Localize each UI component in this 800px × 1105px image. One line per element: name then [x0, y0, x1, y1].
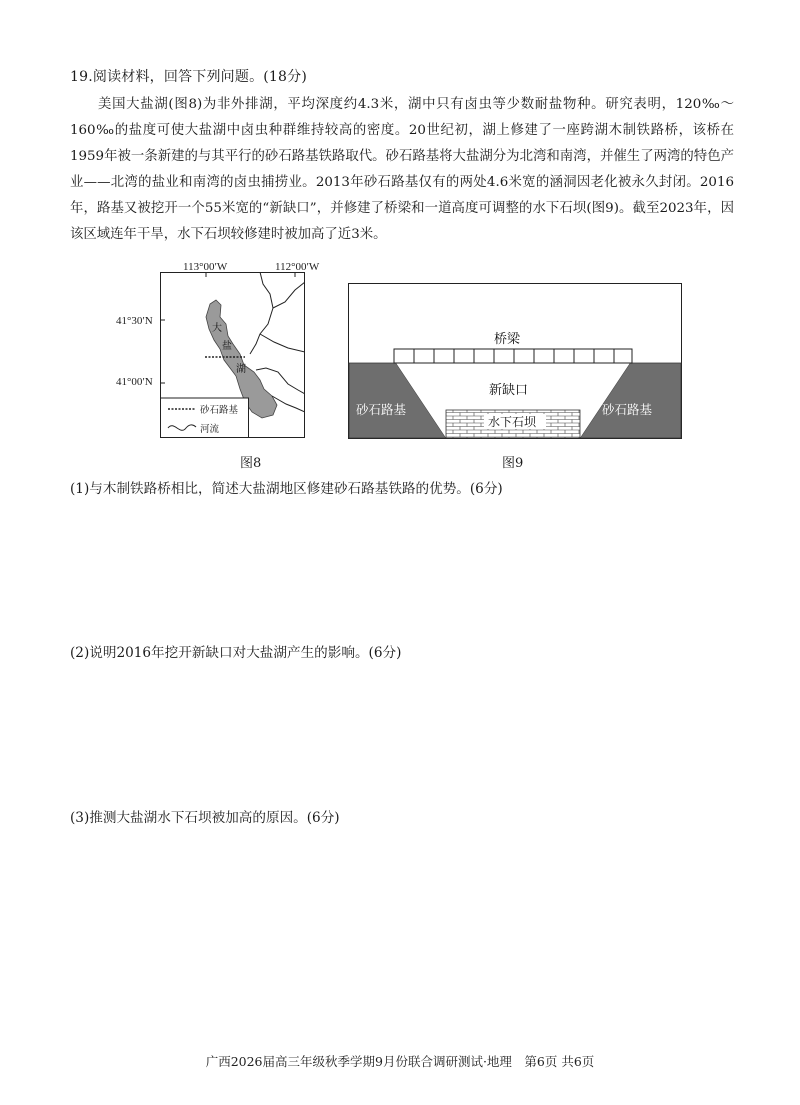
bridge-deck: [394, 349, 632, 363]
figure8-map: [160, 272, 305, 438]
question-title: 19.阅读材料，回答下列问题。(18分): [70, 69, 308, 85]
section-svg: [348, 283, 682, 439]
map-svg: [160, 272, 305, 438]
figure9-caption: 图9: [502, 456, 524, 471]
lake-label-1: 大: [212, 323, 222, 334]
subquestion-2: (2)说明2016年挖开新缺口对大盐湖产生的影响。(6分): [70, 645, 402, 661]
lat-label-bottom: 41°00′N: [116, 376, 153, 388]
left-embankment-label: 砂石路基: [356, 402, 407, 417]
figure9-diagram: [348, 283, 682, 439]
subquestion-3: (3)推测大盐湖水下石坝被加高的原因。(6分): [70, 810, 340, 826]
lake-label-3: 湖: [236, 364, 246, 375]
legend-river-label: 河流: [200, 424, 220, 435]
right-embankment-label: 砂石路基: [602, 402, 653, 417]
lake-label-2: 盐: [222, 341, 232, 352]
bridge-label: 桥梁: [494, 332, 521, 347]
lon-label-right: 112°00′W: [275, 261, 320, 273]
page-footer: 广西2026届高三年级秋季学期9月份联合调研测试·地理 第6页 共6页: [205, 1054, 595, 1069]
subquestion-1: (1)与木制铁路桥相比，简述大盐湖地区修建砂石路基铁路的优势。(6分): [70, 481, 503, 497]
material-text: 美国大盐湖(图8)为非外排湖，平均深度约4.3米，湖中只有卤虫等少数耐盐物种。研究表明，120‰～160‰的盐度可使大盐湖中卤虫种群维持较高的密度。20世纪初，湖上修建了一座跨湖木制铁路桥，该桥在1959年被一条新建的与其平行的砂石路基铁路取代。砂石路基将大盐湖分为北湾和南湾，并催生了两湾的特色产业——北湾的盐业和南湾的卤虫捕捞业。2013年砂石路基仅有的两处4.6米宽的涵洞因老化被永久封闭。2016年，路基又被挖开一个55米宽的“新缺口”，并修建了桥梁和一道高度可调整的水下石坝(图9)。截至2023年，因该区域连年干旱，水下石坝较修建时被加高了近3米。: [70, 97, 734, 242]
dam-label: 水下石坝: [488, 415, 537, 429]
material-paragraph: [70, 92, 734, 248]
lat-label-top: 41°30′N: [116, 315, 153, 327]
legend-causeway-label: 砂石路基: [200, 405, 239, 416]
figure8-caption: 图8: [240, 456, 262, 471]
gap-label: 新缺口: [489, 383, 529, 398]
lon-label-left: 113°00′W: [183, 261, 228, 273]
